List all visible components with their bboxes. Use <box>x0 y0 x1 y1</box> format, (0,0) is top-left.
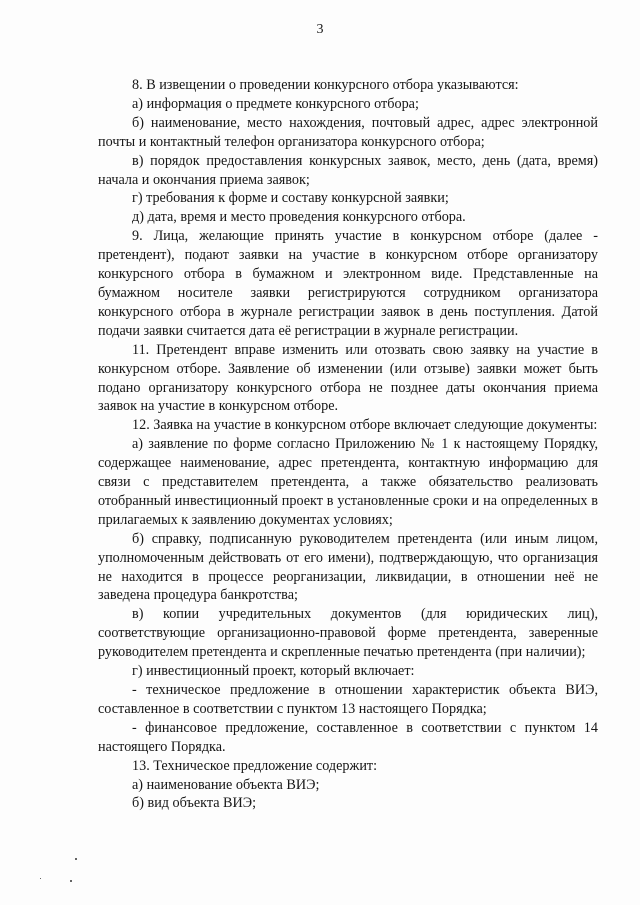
scan-speck <box>40 878 41 879</box>
list-item-12g: г) инвестиционный проект, который включает: <box>132 663 415 680</box>
paragraph-11: 11. Претендент вправе изменить или отозвать свою заявку на участие в конкурсном отборе. Заявление об изменении (или отзыве) заявки может быть подано организатору конкурсного отбора не позднее даты окончания приема заявок на участие в конкурсном отборе. <box>98 341 598 415</box>
list-item-8v: в) порядок предоставления конкурсных заявок, место, день (дата, время) начала и окончания приема заявок; <box>98 152 598 188</box>
list-item-8a: а) информация о предмете конкурсного отбора; <box>132 95 419 112</box>
sub-item-technical-proposal: - техническое предложение в отношении характеристик объекта ВИЭ, составленное в соответствии с пунктом 13 настоящего Порядка; <box>98 682 598 717</box>
paragraph-12-intro: 12. Заявка на участие в конкурсном отборе включает следующие документы: <box>132 417 598 434</box>
list-item-13a: а) наименование объекта ВИЭ; <box>132 776 320 793</box>
list-item-13b: б) вид объекта ВИЭ; <box>132 795 257 812</box>
paragraph-8-intro: 8. В извещении о проведении конкурсного отбора указываются: <box>132 77 519 93</box>
list-item-8g: г) требования к форме и составу конкурсной заявки; <box>132 190 449 207</box>
paragraph-13-intro: 13. Техническое предложение содержит: <box>132 757 378 774</box>
list-item-12b: б) справку, подписанную руководителем претендента (или иным лицом, уполномоченным действовать от его имени), подтверждающую, что организация не находится в процессе реорганизации, ликвидации, в отношении неё не заведена процедура банкротства; <box>98 530 598 604</box>
list-item-8b: б) наименование, место нахождения, почтовый адрес, адрес электронной почты и контактный телефон организатора конкурсного отбора; <box>98 114 598 150</box>
list-item-12v: в) копии учредительных документов (для юридических лиц), соответствующие организационно-правовой форме претендента, заверенные руководителем претендента и скрепленные печатью претендента (при наличии); <box>98 606 598 661</box>
page-number: 3 <box>316 22 324 37</box>
paragraph-9: 9. Лица, желающие принять участие в конкурсном отборе (далее - претендент), подают заявки на участие в конкурсном отборе организатору конкурсного отбора в бумажном и электронном виде. Представленные на бумажном носителе заявки регистрируются сотрудником организатора конкурсного отбора в журнале регистрации заявок в день поступления. Датой подачи заявки считается дата её регистрации в журнале регистрации. <box>98 228 598 339</box>
document-body <box>98 76 598 813</box>
scan-speck <box>70 880 72 882</box>
list-item-8d: д) дата, время и место проведения конкурсного отбора. <box>132 209 466 226</box>
list-item-12a: а) заявление по форме согласно Приложению № 1 к настоящему Порядку, содержащее наименование, адрес претендента, контактную информацию для связи с представителем претендента, а также обязательство реализовать отобранный инвестиционный проект в установленные сроки и на определенных в прилагаемых к заявлению документах условиях; <box>98 436 598 528</box>
scan-speck <box>75 858 77 860</box>
sub-item-financial-proposal: - финансовое предложение, составленное в соответствии с пунктом 14 настоящего Порядка. <box>98 719 598 755</box>
